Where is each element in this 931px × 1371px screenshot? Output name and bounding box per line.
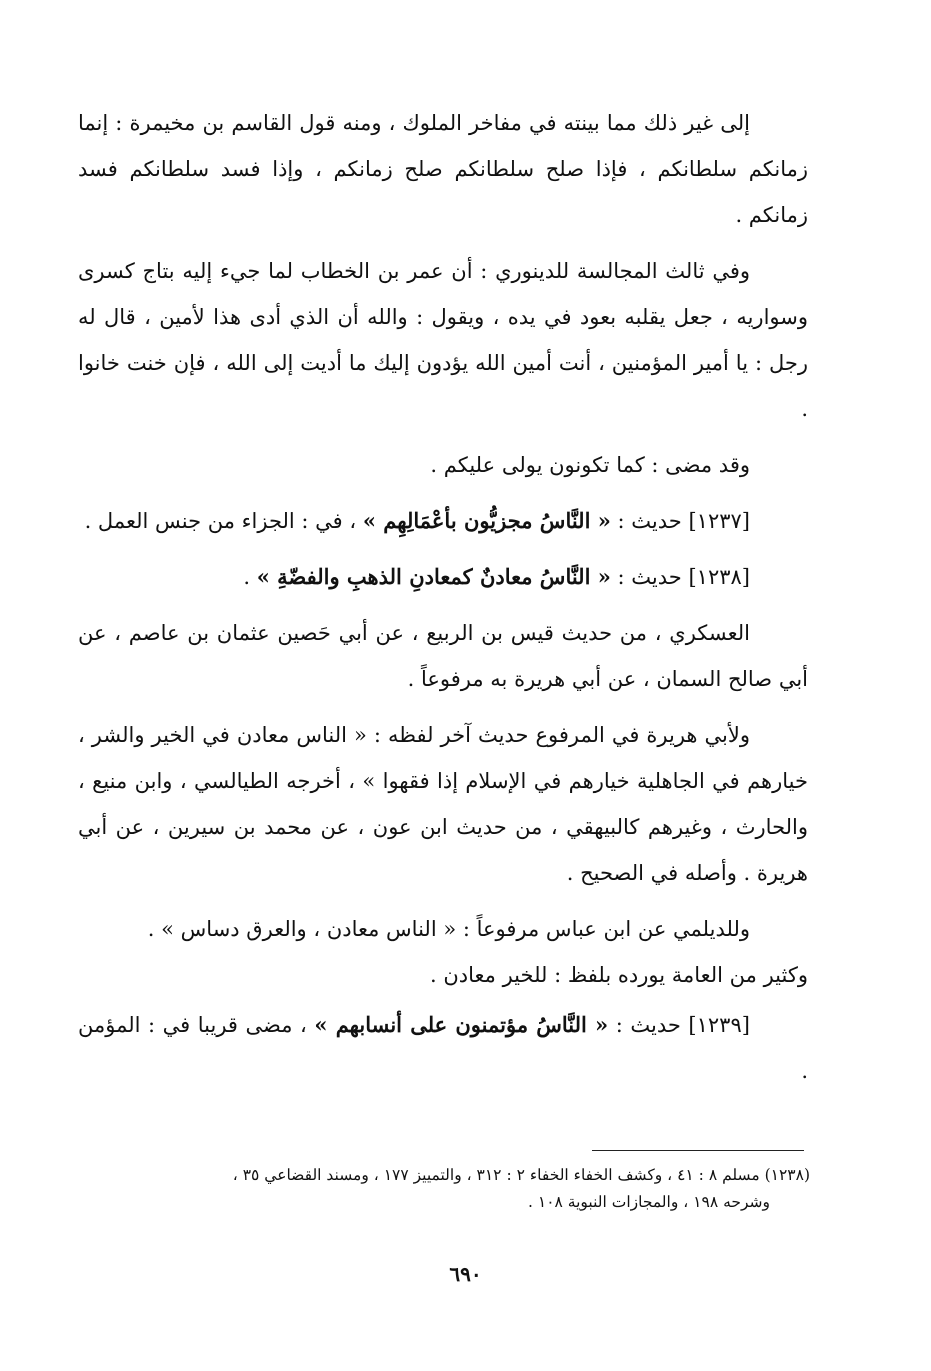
hadith-number: [١٢٣٩]: [688, 1013, 750, 1037]
hadith-label: حديث :: [615, 1013, 681, 1037]
hadith-label: حديث :: [617, 509, 682, 533]
footnote-line: وشرحه ١٩٨ ، والمجازات النبوية ١٠٨ .: [528, 1193, 770, 1211]
footnote-line: (١٢٣٨) مسلم ٨ : ٤١ ، وكشف الخفاء الخفاء ٢ : ٣١٢ ، والتمييز ١٧٧ ، ومسند القضاعي ٣٥ ،: [232, 1166, 810, 1184]
hadith-number: [١٢٣٧]: [688, 509, 750, 533]
hadith-rest: ، مضى قريبا في : المؤمن .: [78, 1013, 808, 1083]
paragraph-askari: العسكري ، من حديث قيس بن الربيع ، عن أبي حَصين عثمان بن عاصم ، عن أبي صالح السمان ، عن أبي هريرة به مرفوعاً .: [78, 621, 808, 691]
daylami-line: وللديلمي عن ابن عباس مرفوعاً : « الناس معادن ، والعرق دساس » .: [147, 917, 750, 941]
hadith-1237: [78, 498, 808, 544]
paragraph-daylami: [78, 906, 808, 998]
hadith-text: « النَّاسُ مؤتمنون على أنسابهم »: [314, 1012, 609, 1037]
main-text: [78, 100, 808, 1104]
footnote: [78, 1162, 810, 1216]
hadith-1239: [78, 1002, 808, 1094]
paragraph-abu-hurayra: ولأبي هريرة في المرفوع حديث آخر لفظه : « الناس معادن في الخير والشر ، خيارهم في الجاهلية خيارهم في الإسلام إذا فقهوا » ، أخرجه الطيالسي ، وابن منيع ، والحارث ، وغيرهم كالبيهقي ، من حديث ابن عون ، عن محمد بن سيرين ، عن أبي هريرة . وأصله في الصحيح .: [78, 723, 808, 885]
hadith-rest: .: [243, 565, 251, 589]
paragraph-mada: وقد مضى : كما تكونون يولى عليكم .: [430, 453, 750, 477]
paragraph-muluk: إلى غير ذلك مما بينته في مفاخر الملوك ، ومنه قول القاسم بن مخيمرة : إنما زمانكم سلطانكم ، فإذا صلح سلطانكم صلح زمانكم ، وإذا فسد سلطانكم فسد زمانكم .: [78, 111, 808, 227]
hadith-text: « النَّاسُ معادنٌ كمعادنِ الذهبِ والفضّةِ »: [256, 564, 611, 589]
footnote-divider: [592, 1150, 804, 1151]
hadith-1238: [78, 554, 808, 600]
amma-line: وكثير من العامة يورده بلفظ : للخير معادن .: [430, 963, 808, 987]
hadith-label: حديث :: [617, 565, 682, 589]
page-number: ٦٩٠: [449, 1262, 482, 1286]
hadith-number: [١٢٣٨]: [688, 565, 750, 589]
hadith-rest: ، في : الجزاء من جنس العمل .: [84, 509, 357, 533]
hadith-text: « النَّاسُ مجزيُّون بأعْمَالِهِم »: [362, 508, 611, 533]
paragraph-dinawari: وفي ثالث المجالسة للدينوري : أن عمر بن الخطاب لما جيء إليه بتاج كسرى وسواريه ، جعل يقلبه بعود في يده ، ويقول : والله أن الذي أدى هذا لأمين ، قال له رجل : يا أمير المؤمنين ، أنت أمين الله يؤدون إليك ما أديت إلى الله ، فإن خنت خانوا .: [78, 259, 808, 421]
